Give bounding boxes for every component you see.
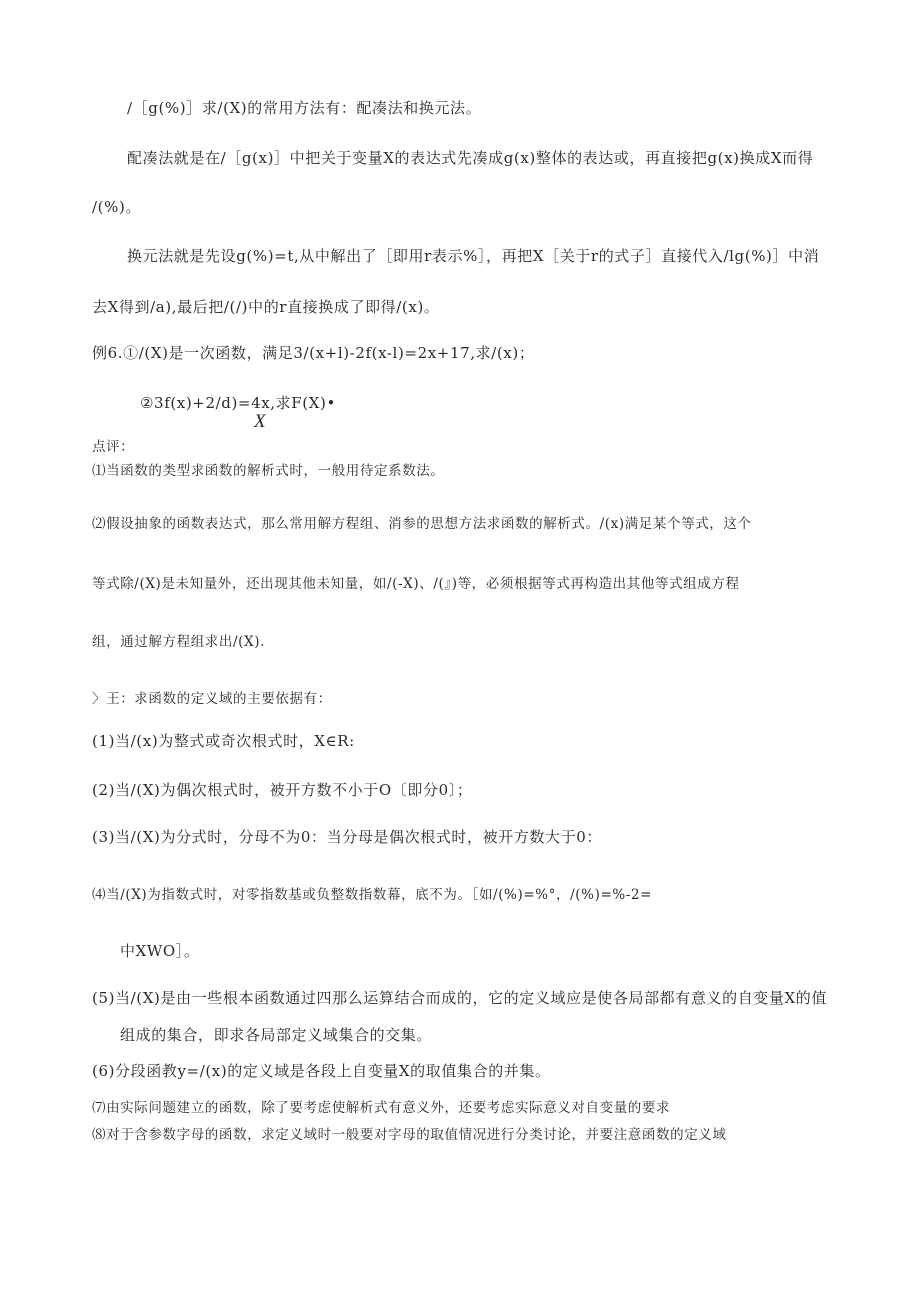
domain-rule-3: (3)当/(X)为分式时，分母不为0：当分母是偶次根式时，被开方数大于0： — [92, 828, 602, 846]
domain-rule-6: (6)分段函教y=/(x)的定义域是各段上自变量X的取值集合的并集。 — [92, 1062, 551, 1080]
comment-item-2-line-1: ⑵假设抽象的函数表达式，那么常用解方程组、消参的思想方法求函数的解析式。/(x)满足某个等式，这个 — [92, 516, 752, 532]
comment-item-1: ⑴当函数的类型求函数的解析式时，一般用待定系数法。 — [92, 463, 445, 479]
text-line-huan-yuan-2: 去X得到/a),最后把/(/)中的r直接换成了即得/(x)。 — [92, 298, 440, 316]
domain-rule-1: (1)当/(x)为整式或奇次根式时，X∈R: — [92, 732, 355, 750]
domain-heading: 〉王：求函数的定义域的主要依据有： — [92, 691, 332, 707]
domain-rule-4-line-2: 中XWO］。 — [120, 942, 200, 960]
domain-rule-5-line-2: 组成的集合，即求各局部定义域集合的交集。 — [120, 1026, 433, 1044]
comment-heading: 点评： — [92, 439, 135, 455]
domain-rule-8: ⑻对于含参数字母的函数，求定义域时一般要对字母的取值情况进行分类讨论，并要注意函数的定义域 — [92, 1127, 727, 1143]
domain-rule-7: ⑺由实际问题建立的函数，除了要考虑使解析式有意义外，还要考虑实际意义对自变量的要求 — [92, 1100, 671, 1116]
text-line-methods: /［g(%)］求/(X)的常用方法有：配凑法和换元法。 — [127, 99, 482, 117]
fraction-denominator-x: X — [254, 411, 266, 432]
example-6-part-2: ②3f(x)+2/d)=4x,求F(X)• — [140, 394, 336, 412]
domain-rule-5-line-1: (5)当/(X)是由一些根本函数通过四那么运算结合而成的，它的定义域应是使各局部都有意义的自变量X的值 — [92, 989, 827, 1007]
domain-rule-2: (2)当/(X)为偶次根式时，被开方数不小于O〔即分0〕； — [92, 781, 473, 799]
text-line-pei-cou-2: /(%)。 — [92, 198, 142, 216]
domain-rule-4-line-1: ⑷当/(X)为指数式时，对零指数基或负整数指数幕，底不为。［如/(%)=%°，/(%)=%-2= — [92, 887, 653, 903]
text-line-pei-cou-1: 配凑法就是在/［g(x)］中把关于变量X的表达式先凑成g(x)整体的表达或，再直接把g(x)换成X而得 — [127, 149, 814, 167]
text-line-huan-yuan-1: 换元法就是先设g(%)=t,从中解出了［即用r表示%］，再把X［关于r的式子］直接代入/lg(%)］中消 — [127, 247, 820, 265]
example-6-part-1: 例6.①/(X)是一次函数，满足3/(x+l)-2f(x-l)=2x+17,求/(x)； — [92, 344, 535, 362]
comment-item-2-line-3: 组，通过解方程组求出/(X). — [92, 634, 265, 650]
comment-item-2-line-2: 等式除/(X)是未知量外，还出现其他未知量，如/(-X)、/(』)等，必须根据等式再构造出其他等式组成方程 — [92, 576, 740, 592]
